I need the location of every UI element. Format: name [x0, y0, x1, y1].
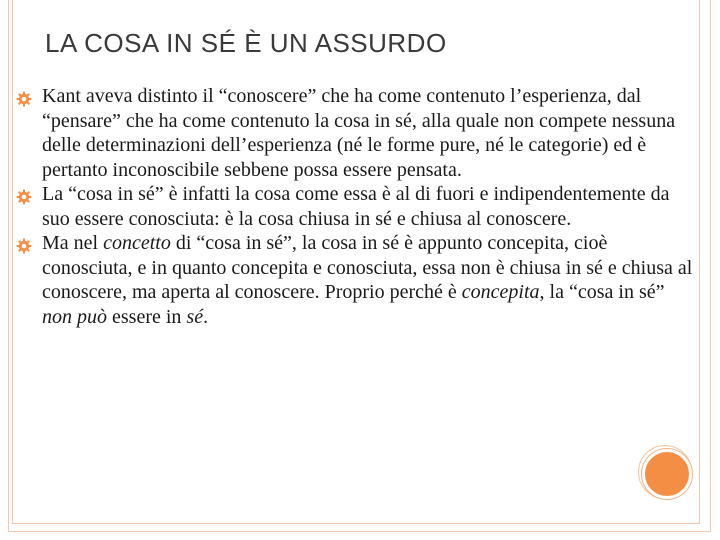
slide-title: LA COSA IN SÉ È UN ASSURDO [45, 28, 447, 58]
text-segment: , la “cosa in sé” [539, 281, 665, 303]
decorative-circle [642, 449, 692, 499]
italic-segment: non può [42, 305, 107, 328]
bullet-item [16, 231, 696, 329]
gear-icon [16, 187, 32, 203]
bullet-item [16, 182, 696, 231]
text-segment: Ma nel [42, 232, 104, 254]
text-segment: La “cosa in sé” è infatti la cosa come essa è al di fuori e indipendentemente da suo essere conosciuta: è la cosa chiusa in sé e chiusa al conoscere. [42, 183, 670, 230]
bullet-item [16, 84, 696, 182]
bullet-list [16, 84, 696, 329]
text-segment: essere in [107, 305, 187, 328]
text-segment: . [203, 305, 209, 328]
italic-segment: concetto [103, 232, 171, 254]
bullet-text [42, 232, 692, 328]
gear-icon [16, 236, 32, 252]
gear-icon [16, 89, 32, 105]
bullet-text [42, 85, 675, 181]
italic-segment: sé [186, 305, 204, 328]
bullet-text [42, 183, 670, 230]
text-segment: di “cosa in sé”, la cosa in sé è appunto concepita, cioè conosciuta, e in quanto concepita e conosciuta, essa non è chiusa in sé e chiusa al conoscere, ma aperta al conoscere. Proprio perché è [42, 232, 693, 303]
italic-segment: concepita [461, 281, 540, 303]
text-segment: Kant aveva distinto il “conoscere” che ha come contenuto l’esperienza, dal “pensare” che ha come contenuto la cosa in sé, alla quale non compete nessuna delle determinazioni dell’esperienza (né le forme pure, né le categorie) ed è pertanto inconoscibile sebbene possa essere pensata. [42, 85, 676, 181]
